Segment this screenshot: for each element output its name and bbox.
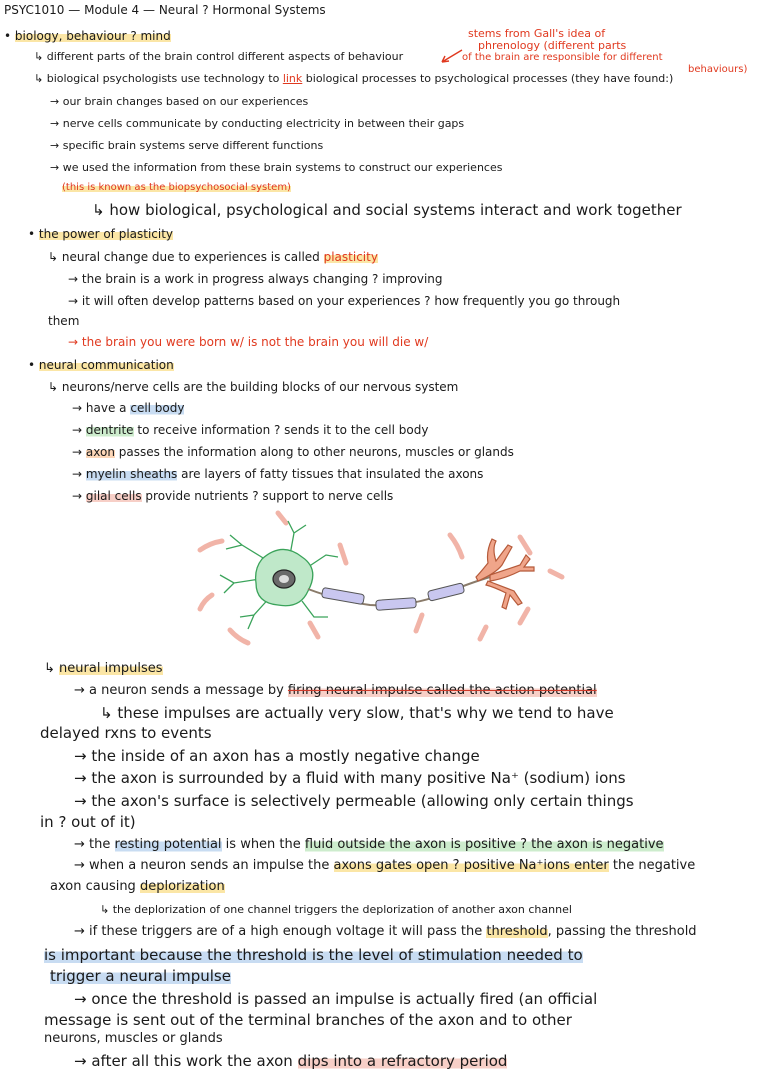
list-item-continued: trigger a neural impulse — [50, 967, 231, 985]
key-term: firing neural impulse called the action potential — [287, 683, 597, 698]
section-title: the power of plasticity — [38, 227, 174, 241]
list-item: ↳ neurons/nerve cells are the building blocks of our nervous system — [48, 380, 459, 394]
list-item: → have a cell body — [72, 401, 185, 415]
list-item: ↳ different parts of the brain control different aspects of behaviour — [34, 50, 404, 63]
list-item: → once the threshold is passed an impulse is actually fired (an official — [74, 990, 598, 1008]
list-item: ↳ the deplorization of one channel triggers the deplorization of another axon channel — [100, 903, 572, 916]
list-item: → the brain is a work in progress always changing ? improving — [68, 272, 443, 286]
list-item: → we used the information from these brain systems to construct our experiences — [50, 161, 503, 174]
list-item: → nerve cells communicate by conducting electricity in between their gaps — [50, 117, 465, 130]
key-term: deplorization — [139, 879, 225, 894]
list-item-continued: axon causing deplorization — [50, 879, 225, 894]
side-note-line: behaviours) — [688, 64, 748, 75]
section-heading: • the power of plasticity — [28, 227, 174, 241]
list-item: → dentrite to receive information ? sends it to the cell body — [72, 423, 429, 437]
section-title: biology, behaviour ? mind — [14, 29, 171, 43]
list-item: → if these triggers are of a high enough voltage it will pass the threshold, passing the threshold — [74, 924, 697, 939]
list-item-continued: is important because the threshold is the level of stimulation needed to — [44, 946, 583, 964]
section-heading: • biology, behaviour ? mind — [4, 29, 171, 43]
side-note-line: stems from Gall's idea of — [468, 27, 606, 40]
key-term: threshold — [486, 924, 548, 939]
course-code: PSYC1010 — [4, 3, 65, 17]
list-item: ↳ how biological, psychological and social systems interact and work together — [92, 201, 682, 219]
signal-marks — [200, 513, 562, 643]
list-item-continued: delayed rxns to events — [40, 724, 212, 742]
list-item-continued: message is sent out of the terminal branches of the axon and to other — [44, 1011, 572, 1029]
list-item: → the inside of an axon has a mostly negative change — [74, 747, 480, 765]
key-term: axon — [85, 445, 115, 459]
side-note-line: of the brain are responsible for different — [462, 52, 663, 63]
side-note-arrow-icon — [438, 46, 464, 66]
section-heading: ↳ neural impulses — [44, 661, 163, 676]
list-item-continued: neurons, muscles or glands — [44, 1031, 223, 1046]
list-item: → axon passes the information along to other neurons, muscles or glands — [72, 445, 514, 459]
list-item-continued: in ? out of it) — [40, 813, 136, 831]
list-item: → gilal cells provide nutrients ? support to nerve cells — [72, 489, 394, 503]
key-term: axons gates open ? positive Na⁺ions enter — [333, 858, 609, 873]
list-item: → specific brain systems serve different functions — [50, 139, 324, 152]
page-title: PSYC1010 — Module 4 — Neural ? Hormonal Systems — [4, 3, 326, 17]
list-item-continued: them — [48, 314, 80, 328]
list-item: ↳ neural change due to experiences is called plasticity — [48, 250, 378, 264]
topic-label: Neural ? Hormonal Systems — [158, 3, 326, 17]
list-item: → the brain you were born w/ is not the brain you will die w/ — [68, 335, 429, 349]
key-term: fluid outside the axon is positive ? the axon is negative — [304, 837, 664, 852]
list-item: → when a neuron sends an impulse the axons gates open ? positive Na⁺ions enter the negative — [74, 858, 696, 873]
key-term: dentrite — [85, 423, 134, 437]
list-item: ↳ these impulses are actually very slow, that's why we tend to have — [100, 704, 614, 722]
neuron-illustration — [190, 505, 570, 665]
list-item: ↳ biological psychologists use technology to link biological processes to psychological processes (they have found:) — [34, 72, 674, 85]
side-note-line: phrenology (different parts — [478, 39, 627, 52]
key-term: cell body — [130, 401, 185, 415]
list-item: → after all this work the axon dips into a refractory period — [74, 1052, 508, 1070]
list-item: (this is known as the biopsychosocial system) — [62, 182, 291, 193]
section-title: neural communication — [38, 358, 174, 372]
section-heading: • neural communication — [28, 358, 174, 372]
section-title: neural impulses — [59, 661, 163, 676]
module-label: Module 4 — [84, 3, 140, 17]
myelin-sheaths — [321, 583, 464, 611]
list-item: → myelin sheaths are layers of fatty tissues that insulated the axons — [72, 467, 484, 481]
list-item: → the resting potential is when the fluid outside the axon is positive ? the axon is negative — [74, 837, 664, 852]
key-term: resting potential — [114, 837, 222, 852]
list-item: → a neuron sends a message by firing neural impulse called the action potential — [74, 683, 597, 698]
key-term: plasticity — [323, 250, 378, 264]
list-item: → the axon's surface is selectively permeable (allowing only certain things — [74, 792, 634, 810]
key-term: link — [282, 72, 303, 85]
key-term: myelin sheaths — [85, 467, 178, 481]
nucleolus — [279, 575, 289, 583]
list-item: → our brain changes based on our experiences — [50, 95, 309, 108]
key-term: gilal cells — [85, 489, 142, 503]
list-item: → it will often develop patterns based on your experiences ? how frequently you go through — [68, 294, 621, 308]
list-item: → the axon is surrounded by a fluid with many positive Na⁺ (sodium) ions — [74, 769, 626, 787]
key-term: dips into a refractory period — [297, 1052, 508, 1070]
